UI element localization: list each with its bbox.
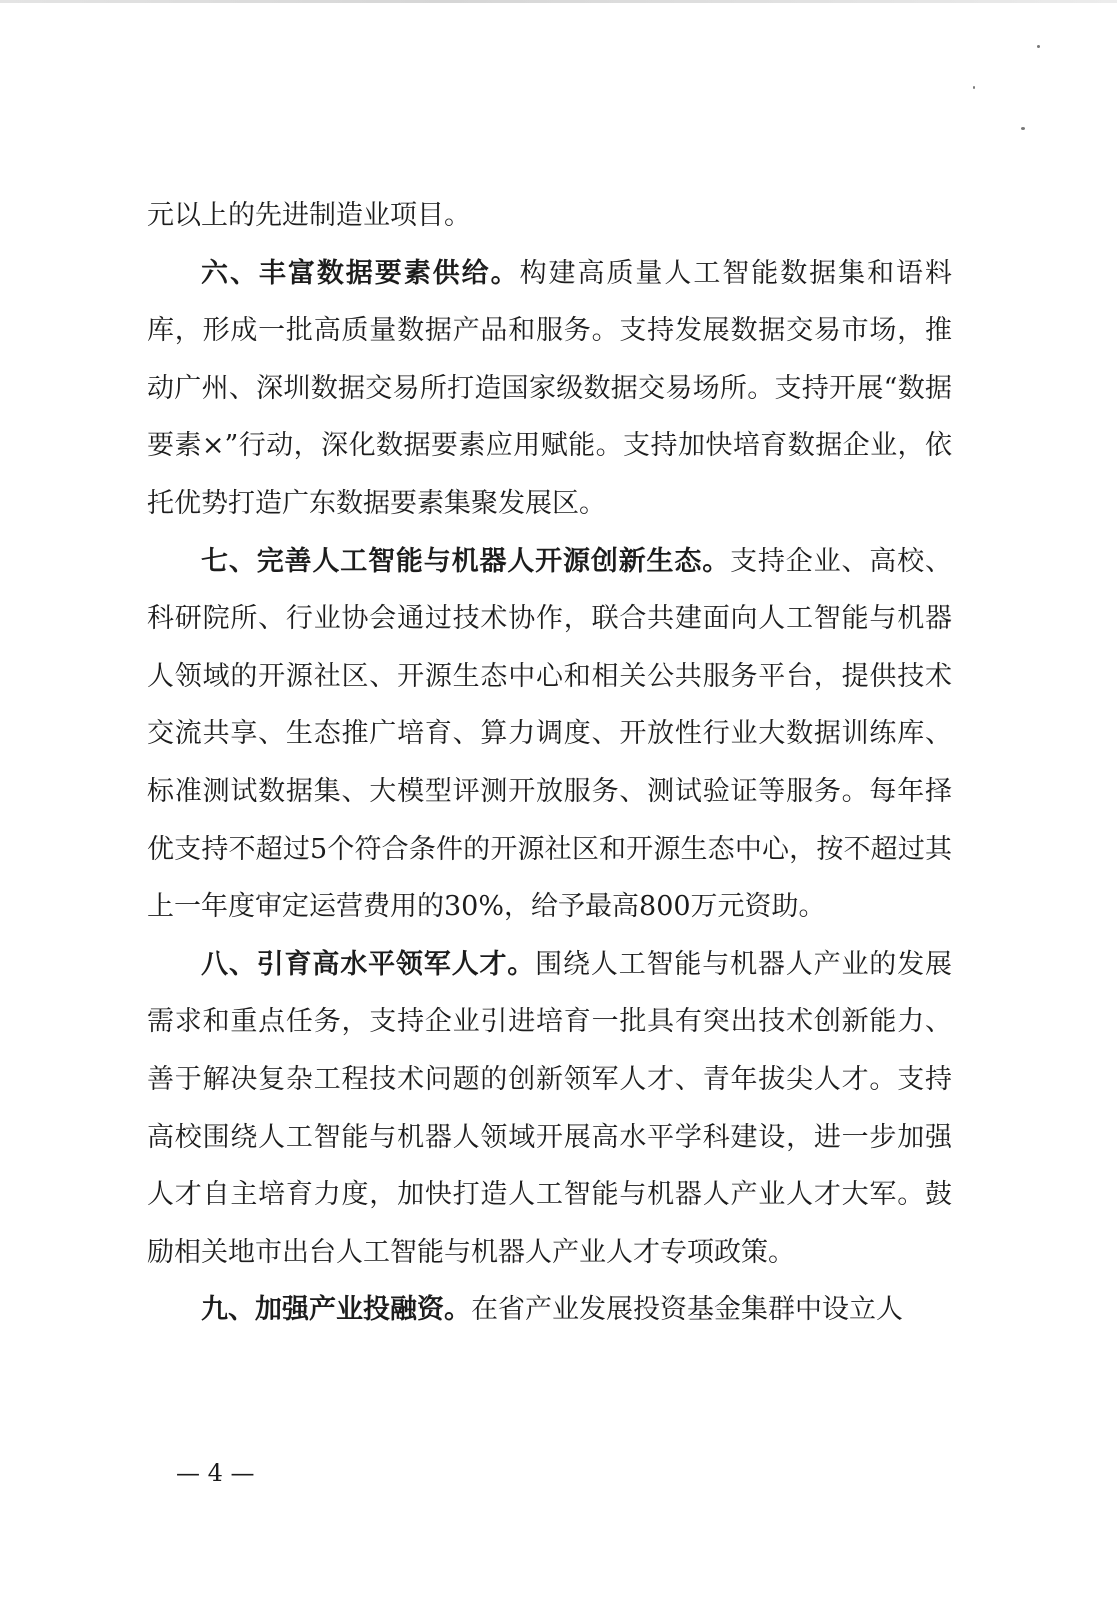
paragraph-heading: 八、引育高水平领军人才。 [201,948,536,980]
paragraph-heading: 六、丰富数据要素供给。 [201,257,520,289]
document-page [147,187,952,1339]
paragraph-7 [147,533,952,936]
page-number: — 4 — [176,1459,255,1487]
paragraph-body: 元以上的先进制造业项目。 [147,200,471,231]
paragraph-body: 构建高质量人工智能数据集和语料库，形成一批高质量数据产品和服务。支持发展数据交易市场，推动广州、深圳数据交易所打造国家级数据交易场所。支持开展“数据要素×”行动，深化数据要素应用赋能。支持加快培育数据企业，依托优势打造广东数据要素集聚发展区。 [147,257,953,519]
paragraph-6 [147,245,952,533]
paragraph-heading: 七、完善人工智能与机器人开源创新生态。 [201,545,731,577]
paragraph-body: 在省产业发展投资基金集群中设立人 [471,1294,903,1326]
paragraph-9 [147,1281,952,1339]
paragraph-body: 支持企业、高校、科研院所、行业协会通过技术协作，联合共建面向人工智能与机器人领域的开源社区、开源生态中心和相关公共服务平台，提供技术交流共享、生态推广培育、算力调度、开放性行业大数据训练库、标准测试数据集、大模型评测开放服务、测试验证等服务。每年择优支持不超过5个符合条件的开源社区和开源生态中心，按不超过其上一年度审定运营费用的30%，给予最高800万元资助。 [147,545,953,923]
paragraph-continuation [147,187,952,245]
scan-top-edge [0,0,1117,3]
paragraph-heading: 九、加强产业投融资。 [201,1294,471,1326]
paragraph-body: 围绕人工智能与机器人产业的发展需求和重点任务，支持企业引进培育一批具有突出技术创新能力、善于解决复杂工程技术问题的创新领军人才、青年拔尖人才。支持高校围绕人工智能与机器人领域开展高水平学科建设，进一步加强人才自主培育力度，加快打造人工智能与机器人产业人才大军。鼓励相关地市出台人工智能与机器人产业人才专项政策。 [147,948,953,1268]
scan-speck [1037,45,1040,48]
scan-speck [973,86,975,89]
paragraph-8 [147,936,952,1282]
scan-speck [1021,127,1025,130]
